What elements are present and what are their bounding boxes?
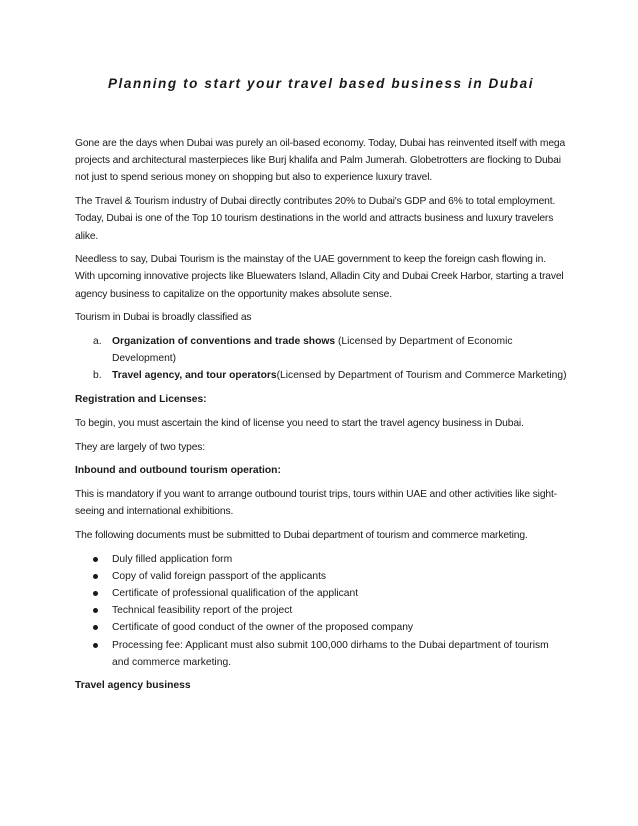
documents-intro: The following documents must be submitted to Dubai department of tourism and commerce marketing. bbox=[75, 529, 528, 541]
list-item-text: Technical feasibility report of the project bbox=[112, 605, 293, 617]
list-marker: a. bbox=[93, 336, 102, 348]
list-item-text: Copy of valid foreign passport of the applicants bbox=[112, 570, 327, 582]
industry-paragraph: The Travel & Tourism industry of Dubai directly contributes 20% to Dubai's GDP and 6% to total employment. Today, Dubai is one of the Top 10 tourism destinations in the world and attracts business and luxury travelers alike. bbox=[75, 196, 556, 242]
classification-list bbox=[75, 333, 567, 385]
bullet-icon bbox=[93, 643, 98, 648]
documents-list bbox=[75, 551, 567, 671]
bullet-icon bbox=[93, 557, 98, 562]
list-item bbox=[75, 367, 567, 384]
list-item-text: Processing fee: Applicant must also submit 100,000 dirhams to the Dubai department of tourism and commerce marketing. bbox=[112, 639, 549, 668]
list-item-text: Certificate of professional qualification of the applicant bbox=[112, 587, 359, 599]
list-item bbox=[75, 585, 567, 602]
inbound-heading: Inbound and outbound tourism operation: bbox=[75, 465, 281, 477]
bullet-icon bbox=[93, 574, 98, 579]
registration-paragraph: To begin, you must ascertain the kind of license you need to start the travel agency business in Dubai. bbox=[75, 417, 524, 429]
intro-paragraph: Gone are the days when Dubai was purely an oil-based economy. Today, Dubai has reinvented itself with mega projects and architectural masterpieces like Burj khalifa and Palm Jumerah. Globetrotters are flocking to Dubai not just to spend serious money on shopping but also to experience luxury travel. bbox=[75, 138, 566, 184]
list-item-text: (Licensed by Department of Tourism and Commerce Marketing) bbox=[276, 370, 567, 382]
list-item bbox=[75, 619, 567, 636]
list-item bbox=[75, 637, 567, 671]
list-item-text: Certificate of good conduct of the owner of the proposed company bbox=[112, 622, 414, 634]
list-item-text: (Licensed by Department of Economic Development) bbox=[112, 336, 513, 365]
list-item-title: Organization of conventions and trade shows bbox=[112, 336, 336, 348]
document-title: Planning to start your travel based business in Dubai bbox=[107, 76, 535, 91]
document-body bbox=[75, 135, 567, 701]
list-item-text: Duly filled application form bbox=[112, 553, 233, 565]
list-item bbox=[75, 551, 567, 568]
bullet-icon bbox=[93, 591, 98, 596]
list-item bbox=[75, 333, 567, 367]
license-types-paragraph: They are largely of two types: bbox=[75, 441, 205, 453]
list-item bbox=[75, 568, 567, 585]
list-marker: b. bbox=[93, 370, 102, 382]
inbound-paragraph: This is mandatory if you want to arrange outbound tourist trips, tours within UAE and other activities like sight-seeing and international exhibitions. bbox=[75, 488, 557, 518]
classification-intro: Tourism in Dubai is broadly classified as bbox=[75, 312, 252, 324]
list-item bbox=[75, 602, 567, 619]
list-item-title: Travel agency, and tour operators bbox=[112, 370, 277, 382]
bullet-icon bbox=[93, 625, 98, 630]
registration-heading: Registration and Licenses: bbox=[75, 394, 207, 406]
travel-agency-heading: Travel agency business bbox=[75, 680, 191, 692]
bullet-icon bbox=[93, 608, 98, 613]
tourism-paragraph: Needless to say, Dubai Tourism is the mainstay of the UAE government to keep the foreign cash flowing in. With upcoming innovative projects like Bluewaters Island, Alladin City and Dubai Creek Harbor, starting a travel agency business to capitalize on the opportunity makes absolute sense. bbox=[75, 254, 564, 300]
